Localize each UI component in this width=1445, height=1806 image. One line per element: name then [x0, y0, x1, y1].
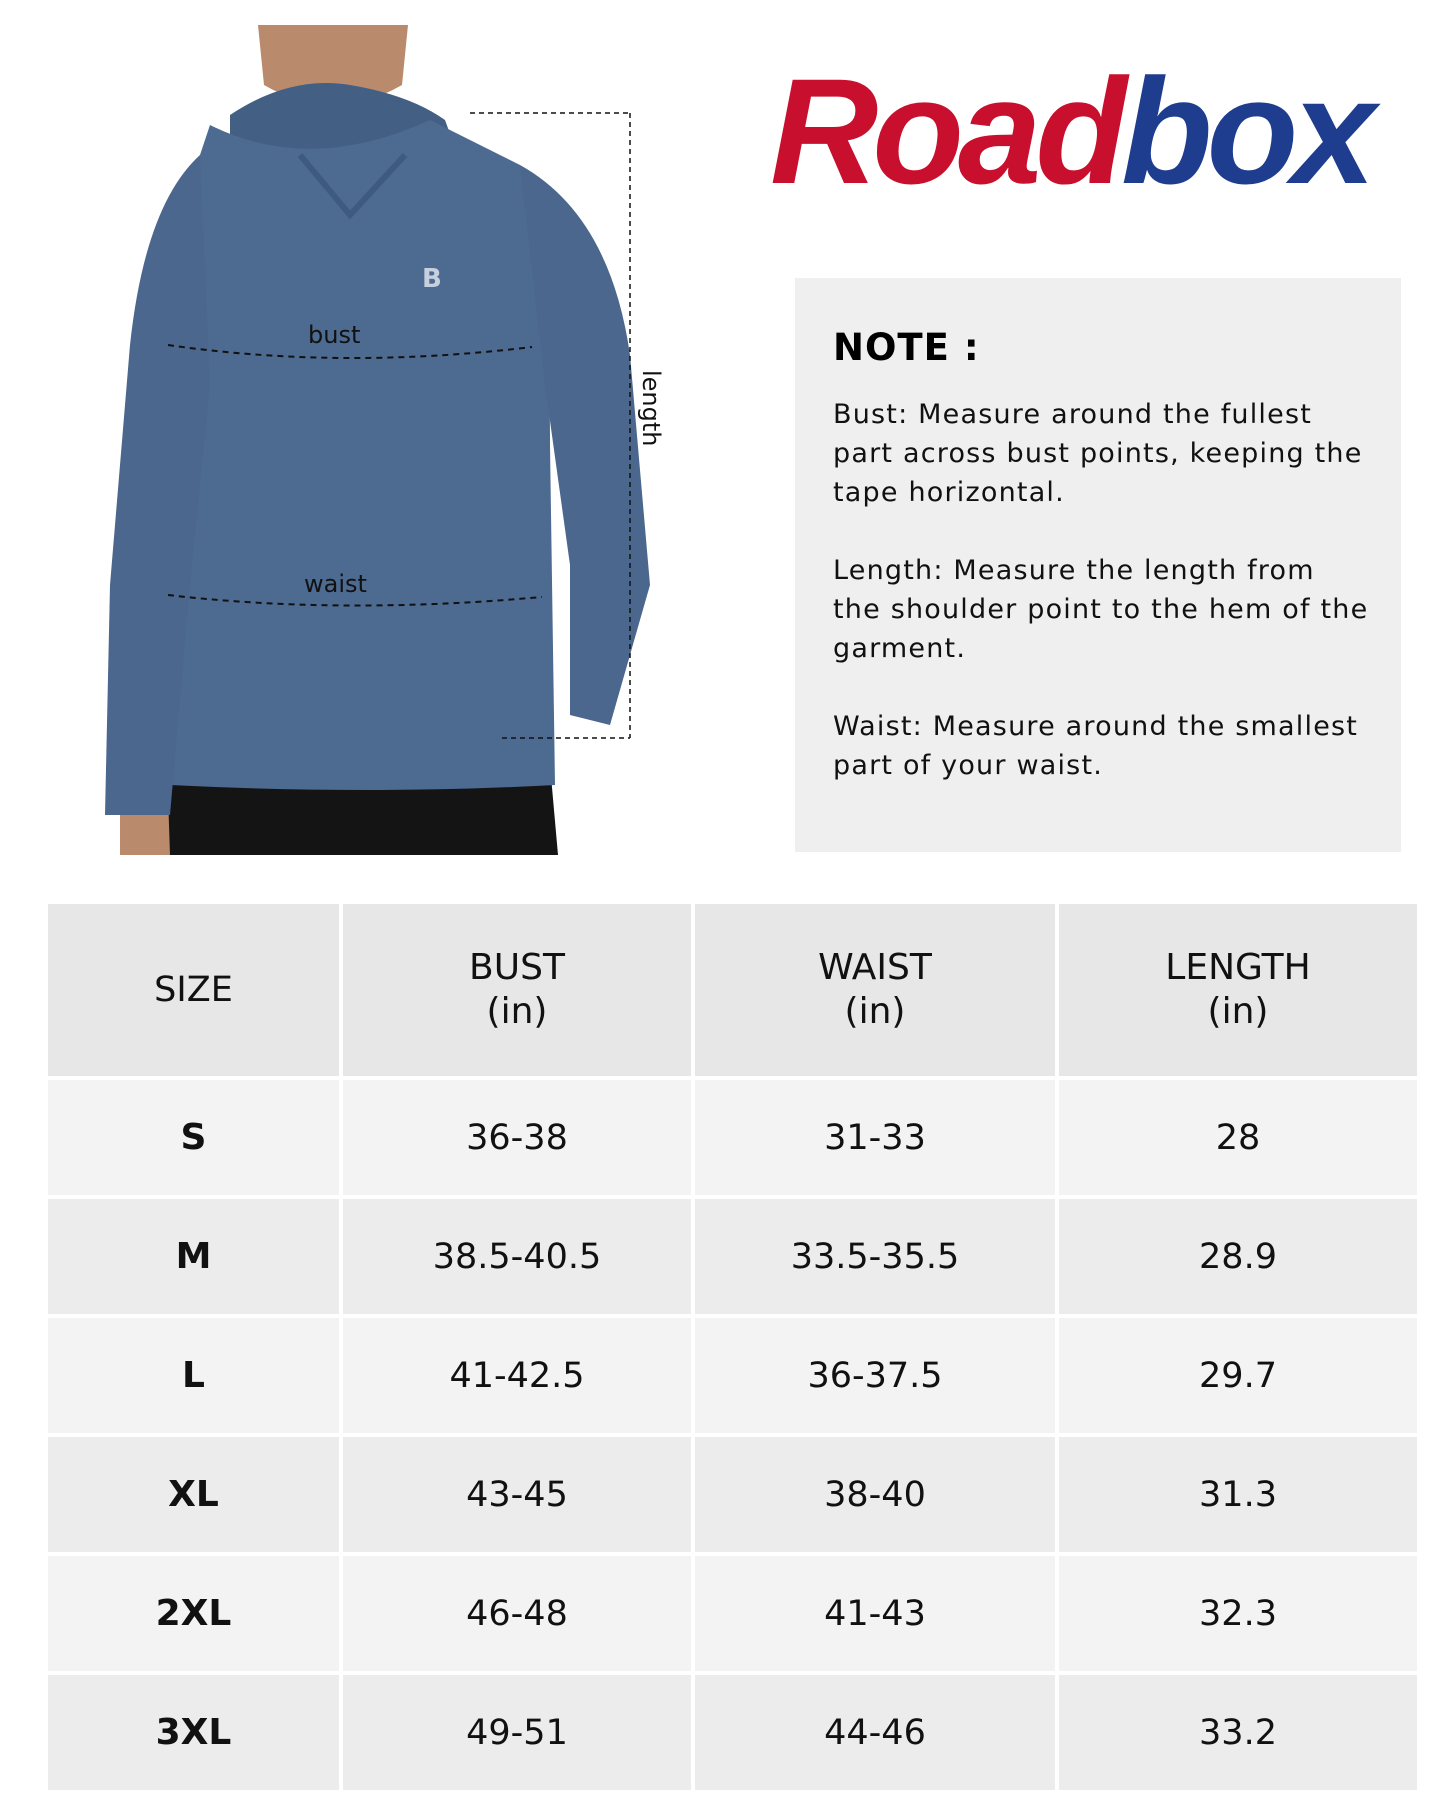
logo-blue-part: box: [1121, 55, 1370, 205]
size-cell: 2XL: [48, 1556, 339, 1671]
table-header-row: [48, 904, 1417, 1076]
size-cell: M: [48, 1199, 339, 1314]
bust-cell: 38.5-40.5: [343, 1199, 691, 1314]
size-cell: S: [48, 1080, 339, 1195]
note-title: NOTE :: [833, 326, 980, 369]
bust-cell: 49-51: [343, 1675, 691, 1790]
header-waist: [695, 904, 1055, 1076]
waist-cell: 41-43: [695, 1556, 1055, 1671]
note-bust: Bust: Measure around the fullest part across bust points, keeping the tape horizontal.: [833, 399, 1363, 508]
bust-cell: 46-48: [343, 1556, 691, 1671]
size-chart-table: [44, 900, 1421, 1794]
svg-text:Roadbox: [770, 55, 1381, 205]
header-bust-unit: (in): [486, 991, 548, 1032]
waist-cell: 33.5-35.5: [695, 1199, 1055, 1314]
note-waist: Waist: Measure around the smallest part of your waist.: [833, 711, 1359, 781]
header-waist-unit: (in): [844, 991, 906, 1032]
header-bust: [343, 904, 691, 1076]
table-row: [48, 1080, 1417, 1195]
bust-label: bust: [308, 321, 361, 349]
waist-label: waist: [304, 570, 367, 598]
waist-cell: 38-40: [695, 1437, 1055, 1552]
bust-cell: 43-45: [343, 1437, 691, 1552]
header-bust-label: BUST: [469, 947, 565, 988]
size-cell: 3XL: [48, 1675, 339, 1790]
header-waist-label: WAIST: [818, 947, 932, 988]
length-cell: 28.9: [1059, 1199, 1417, 1314]
table-row: [48, 1318, 1417, 1433]
length-cell: 29.7: [1059, 1318, 1417, 1433]
header-length-label: LENGTH: [1165, 947, 1311, 988]
header-size: SIZE: [48, 904, 339, 1076]
brand-logo: [770, 55, 1410, 205]
length-cell: 31.3: [1059, 1437, 1417, 1552]
length-label: length: [637, 370, 665, 447]
chest-logo-icon: B: [422, 264, 442, 294]
table-row: [48, 1437, 1417, 1552]
table-row: [48, 1556, 1417, 1671]
table-row: [48, 1675, 1417, 1790]
note-panel: [795, 278, 1401, 852]
length-cell: 28: [1059, 1080, 1417, 1195]
header-length-unit: (in): [1207, 991, 1269, 1032]
logo-red-part: Road: [770, 55, 1121, 205]
header-length: [1059, 904, 1417, 1076]
length-cell: 33.2: [1059, 1675, 1417, 1790]
bust-cell: 36-38: [343, 1080, 691, 1195]
table-row: [48, 1199, 1417, 1314]
waist-cell: 31-33: [695, 1080, 1055, 1195]
size-cell: L: [48, 1318, 339, 1433]
product-figure: [50, 25, 690, 855]
shirt-torso: [164, 120, 555, 790]
waist-cell: 44-46: [695, 1675, 1055, 1790]
length-cell: 32.3: [1059, 1556, 1417, 1671]
bust-cell: 41-42.5: [343, 1318, 691, 1433]
note-length: Length: Measure the length from the shoulder point to the hem of the garment.: [833, 555, 1369, 664]
size-cell: XL: [48, 1437, 339, 1552]
waist-cell: 36-37.5: [695, 1318, 1055, 1433]
